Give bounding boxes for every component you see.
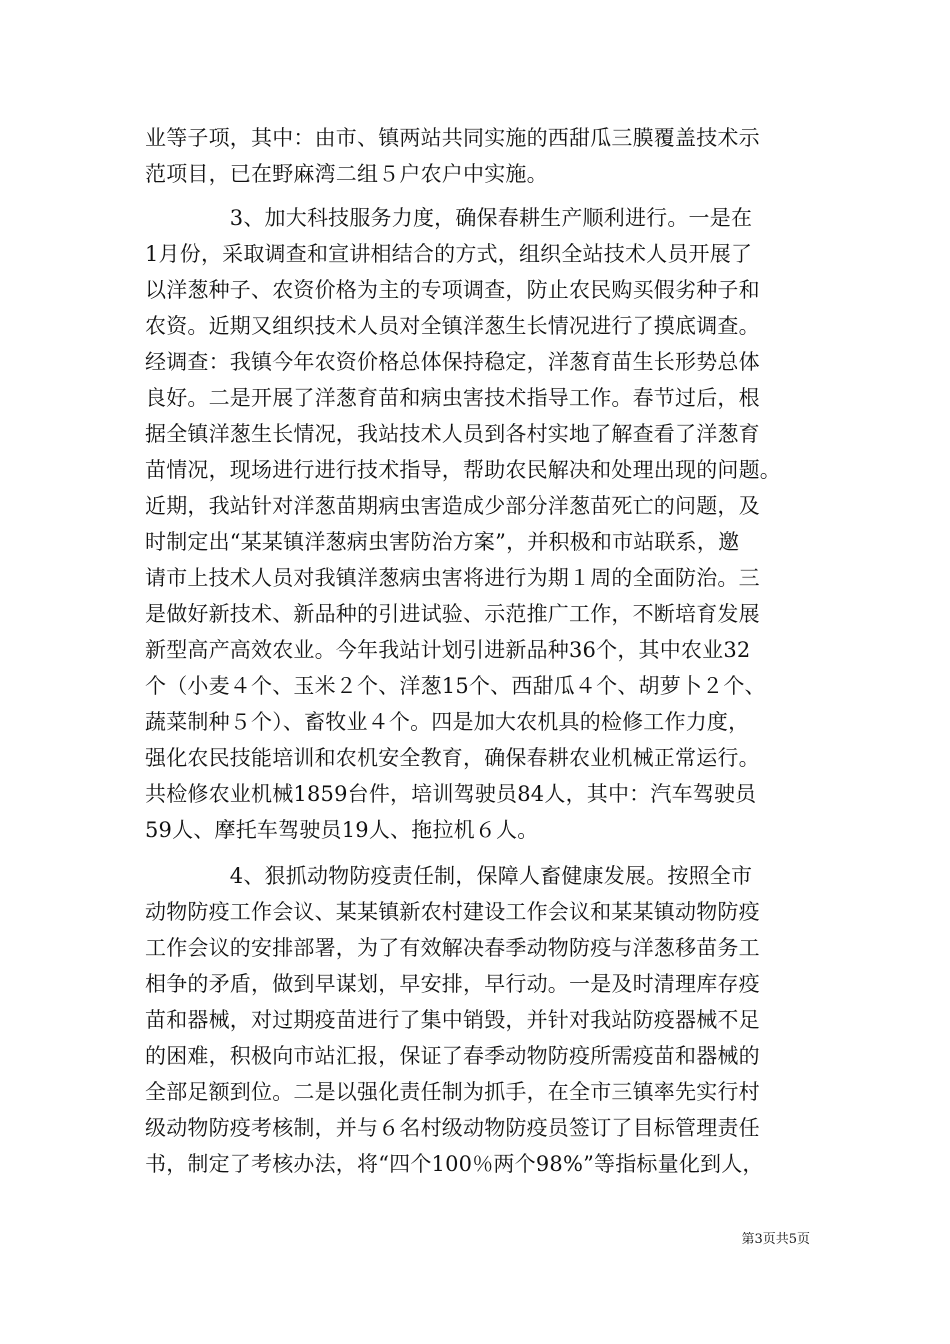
page-number: 第3页共5页 <box>741 1232 810 1247</box>
text-line: 3、加大科技服务力度，确保春耕生产顺利进行。一是在 <box>145 206 753 230</box>
text-line: 经调查：我镇今年农资价格总体保持稳定，洋葱育苗生长形势总体 <box>145 350 760 374</box>
text-line: 的困难，积极向市站汇报，保证了春季动物防疫所需疫苗和器械的 <box>145 1044 760 1068</box>
text-line: 业等子项，其中：由市、镇两站共同实施的西甜瓜三膜覆盖技术示 <box>145 126 760 150</box>
text-line: 级动物防疫考核制，并与６名村级动物防疫员签订了目标管理责任 <box>145 1116 760 1140</box>
text-line: 近期，我站针对洋葱苗期病虫害造成少部分洋葱苗死亡的问题，及 <box>145 494 760 518</box>
text-line: 动物防疫工作会议、某某镇新农村建设工作会议和某某镇动物防疫 <box>145 900 760 924</box>
text-line: 良好。二是开展了洋葱育苗和病虫害技术指导工作。春节过后，根 <box>145 386 760 410</box>
text-line: 范项目，已在野麻湾二组５户农户中实施。 <box>145 162 548 186</box>
text-line: 4、狠抓动物防疫责任制，保障人畜健康发展。按照全市 <box>145 864 753 888</box>
text-line: 据全镇洋葱生长情况，我站技术人员到各村实地了解查看了洋葱育 <box>145 422 760 446</box>
text-line: 强化农民技能培训和农机安全教育，确保春耕农业机械正常运行。 <box>145 746 760 770</box>
text-line: 个（小麦４个、玉米２个、洋葱15个、西甜瓜４个、胡萝卜２个、 <box>145 674 766 698</box>
text-line: 1月份，采取调查和宣讲相结合的方式，组织全站技术人员开展了 <box>145 242 753 266</box>
text-line: 苗和器械，对过期疫苗进行了集中销毁，并针对我站防疫器械不足 <box>145 1008 760 1032</box>
text-line: 时制定出“某某镇洋葱病虫害防治方案”，并积极和市站联系，邀 <box>145 530 740 554</box>
text-line: 请市上技术人员对我镇洋葱病虫害将进行为期１周的全面防治。三 <box>145 566 760 590</box>
text-line: 书，制定了考核办法，将“四个100％两个98%”等指标量化到人， <box>145 1152 764 1176</box>
text-line: 蔬菜制种５个）、畜牧业４个。四是加大农机具的检修工作力度， <box>145 710 750 734</box>
text-line: 59人、摩托车驾驶员19人、拖拉机６人。 <box>145 818 539 842</box>
text-line: 新型高产高效农业。今年我站计划引进新品种36个，其中农业32 <box>145 638 751 662</box>
text-line: 苗情况，现场进行进行技术指导，帮助农民解决和处理出现的问题。 <box>145 458 781 482</box>
text-line: 工作会议的安排部署，为了有效解决春季动物防疫与洋葱移苗务工 <box>145 936 760 960</box>
text-line: 相争的矛盾，做到早谋划，早安排，早行动。一是及时清理库存疫 <box>145 972 760 996</box>
text-line: 是做好新技术、新品种的引进试验、示范推广工作，不断培育发展 <box>145 602 760 626</box>
text-line: 以洋葱种子、农资价格为主的专项调查，防止农民购买假劣种子和 <box>145 278 760 302</box>
text-line: 共检修农业机械1859台件，培训驾驶员84人，其中：汽车驾驶员 <box>145 782 757 806</box>
text-line: 农资。近期又组织技术人员对全镇洋葱生长情况进行了摸底调查。 <box>145 314 760 338</box>
text-line: 全部足额到位。二是以强化责任制为抓手，在全市三镇率先实行村 <box>145 1080 760 1104</box>
